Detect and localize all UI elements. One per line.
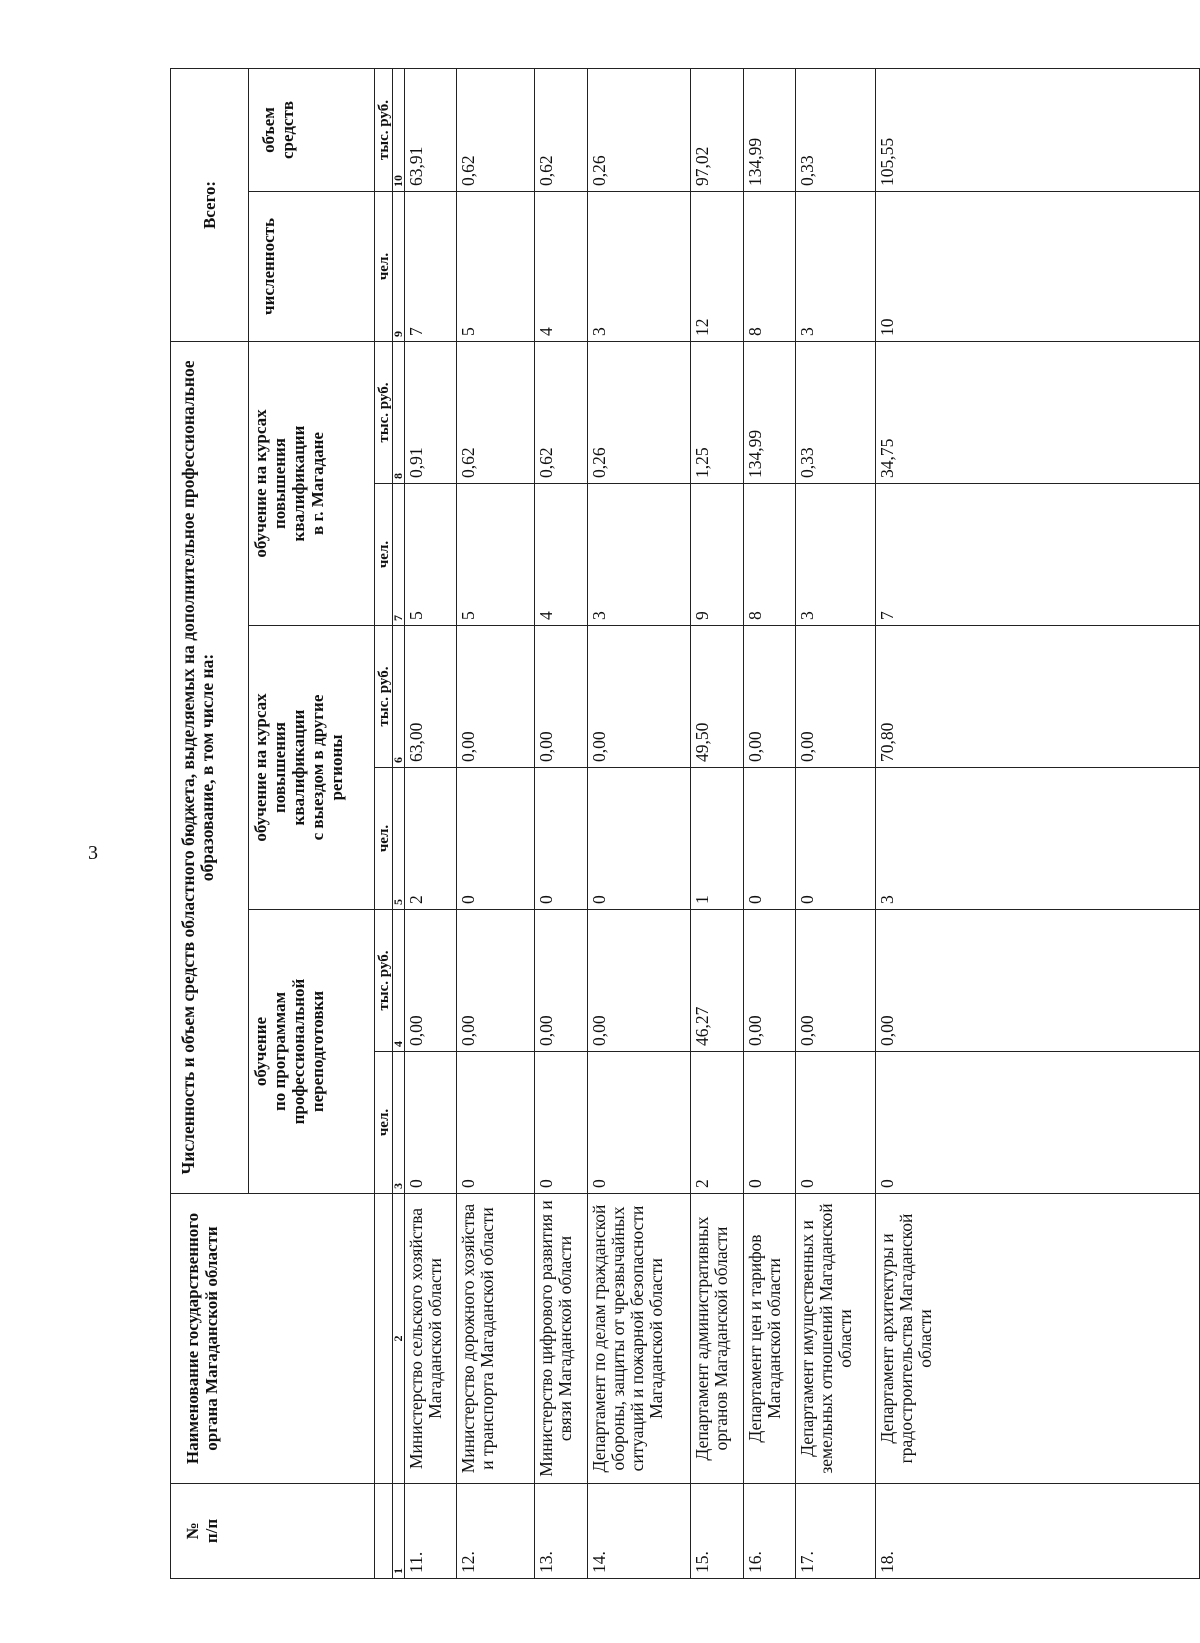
cell-value: 49,50 (691, 626, 744, 768)
cell-value: 9 (691, 484, 744, 626)
unit-money: тыс. руб. (375, 68, 393, 191)
cell-value: 0,62 (457, 342, 535, 484)
table-row (535, 68, 588, 1578)
cell-value: 63,00 (405, 626, 457, 768)
org-name: Департамент имущественных и земельных отношений Магаданской области (796, 1194, 876, 1484)
cell-value: 0 (588, 1052, 691, 1194)
header-sub-prof: обучение по программам профессиональной переподготовки (249, 910, 375, 1194)
cell-value: 0,26 (588, 68, 691, 191)
table-row (588, 68, 691, 1578)
cell-value: 12 (691, 192, 744, 342)
col-number: 8 (393, 342, 405, 484)
page-number: 3 (88, 842, 98, 864)
cell-value: 4 (535, 192, 588, 342)
cell-value: 0,26 (588, 342, 691, 484)
cell-value: 3 (796, 484, 876, 626)
unit-money: тыс. руб. (375, 910, 393, 1052)
unit-empty (375, 1194, 393, 1484)
org-name: Министерство цифрового развития и связи Магаданской области (535, 1194, 588, 1484)
cell-value: 0,00 (457, 910, 535, 1052)
header-group-main: Численность и объем средств областного бюджета, выделяемых на дополнительное профессиональное образование, в том числе на: (171, 342, 249, 1194)
cell-value: 0 (457, 768, 535, 910)
unit-people: чел. (375, 192, 393, 342)
cell-value: 0,91 (405, 342, 457, 484)
cell-value: 0,62 (535, 68, 588, 191)
cell-value: 5 (405, 484, 457, 626)
cell-value: 105,55 (876, 68, 1200, 191)
col-number: 2 (393, 1194, 405, 1484)
cell-value: 3 (588, 484, 691, 626)
org-name: Департамент цен и тарифов Магаданской области (744, 1194, 796, 1484)
row-number: 12. (457, 1484, 535, 1579)
cell-value: 134,99 (744, 342, 796, 484)
cell-value: 0,00 (405, 910, 457, 1052)
cell-value: 0,00 (876, 910, 1200, 1052)
cell-value: 1 (691, 768, 744, 910)
cell-value: 0,62 (535, 342, 588, 484)
cell-value: 0,00 (744, 910, 796, 1052)
org-name: Министерство дорожного хозяйства и транспорта Магаданской области (457, 1194, 535, 1484)
cell-value: 0,00 (744, 626, 796, 768)
unit-people: чел. (375, 484, 393, 626)
table-row (744, 68, 796, 1578)
header-col-no: № п/п (171, 1484, 375, 1579)
col-number: 7 (393, 484, 405, 626)
cell-value: 0,62 (457, 68, 535, 191)
col-number: 6 (393, 626, 405, 768)
cell-value: 5 (457, 484, 535, 626)
cell-value: 0 (876, 1052, 1200, 1194)
cell-value: 8 (744, 484, 796, 626)
header-sub-magadan: обучение на курсах повышения квалификации в г. Магадане (249, 342, 375, 626)
cell-value: 0 (744, 1052, 796, 1194)
row-number: 15. (691, 1484, 744, 1579)
cell-value: 97,02 (691, 68, 744, 191)
unit-money: тыс. руб. (375, 342, 393, 484)
unit-empty (375, 1484, 393, 1579)
cell-value: 0,00 (588, 626, 691, 768)
row-number: 14. (588, 1484, 691, 1579)
cell-value: 0,00 (796, 910, 876, 1052)
cell-value: 0 (535, 1052, 588, 1194)
header-group-total: Всего: (171, 68, 249, 341)
cell-value: 0 (744, 768, 796, 910)
header-sub-count: численность (249, 192, 375, 342)
cell-value: 0,00 (457, 626, 535, 768)
unit-money: тыс. руб. (375, 626, 393, 768)
cell-value: 0,00 (535, 626, 588, 768)
cell-value: 3 (796, 192, 876, 342)
cell-value: 5 (457, 192, 535, 342)
cell-value: 46,27 (691, 910, 744, 1052)
cell-value: 0,00 (535, 910, 588, 1052)
col-number: 5 (393, 768, 405, 910)
cell-value: 8 (744, 192, 796, 342)
cell-value: 2 (405, 768, 457, 910)
row-number: 13. (535, 1484, 588, 1579)
col-number: 10 (393, 68, 405, 191)
cell-value: 0,00 (796, 626, 876, 768)
cell-value: 0,33 (796, 342, 876, 484)
cell-value: 7 (405, 192, 457, 342)
cell-value: 34,75 (876, 342, 1200, 484)
table-row (876, 68, 1200, 1578)
cell-value: 0,33 (796, 68, 876, 191)
cell-value: 0 (588, 768, 691, 910)
cell-value: 2 (691, 1052, 744, 1194)
rotated-table-container (170, 69, 1200, 1579)
cell-value: 3 (588, 192, 691, 342)
org-name: Министерство сельского хозяйства Магаданской области (405, 1194, 457, 1484)
unit-people: чел. (375, 768, 393, 910)
cell-value: 7 (876, 484, 1200, 626)
row-number: 11. (405, 1484, 457, 1579)
col-number: 4 (393, 910, 405, 1052)
cell-value: 63,91 (405, 68, 457, 191)
cell-value: 134,99 (744, 68, 796, 191)
cell-value: 10 (876, 192, 1200, 342)
table-row (457, 68, 535, 1578)
cell-value: 1,25 (691, 342, 744, 484)
cell-value: 0 (405, 1052, 457, 1194)
org-name: Департамент административных органов Магаданской области (691, 1194, 744, 1484)
cell-value: 0 (535, 768, 588, 910)
unit-people: чел. (375, 1052, 393, 1194)
org-name: Департамент архитектуры и градостроительства Магаданской области (876, 1194, 1200, 1484)
cell-value: 4 (535, 484, 588, 626)
cell-value: 0 (457, 1052, 535, 1194)
budget-table (170, 68, 1200, 1579)
col-number: 3 (393, 1052, 405, 1194)
cell-value: 0 (796, 1052, 876, 1194)
cell-value: 0,00 (588, 910, 691, 1052)
header-sub-volume: объем средств (249, 68, 375, 191)
col-number: 1 (393, 1484, 405, 1579)
table-row (796, 68, 876, 1578)
table-row (691, 68, 744, 1578)
row-number: 18. (876, 1484, 1200, 1579)
table-row (405, 68, 457, 1578)
cell-value: 3 (876, 768, 1200, 910)
cell-value: 70,80 (876, 626, 1200, 768)
cell-value: 0 (796, 768, 876, 910)
col-number: 9 (393, 192, 405, 342)
header-sub-other-regions: обучение на курсах повышения квалификации с выездом в другие регионы (249, 626, 375, 910)
org-name: Департамент по делам гражданской обороны, защиты от чрезвычайных ситуаций и пожарной безопасности Магаданской области (588, 1194, 691, 1484)
row-number: 17. (796, 1484, 876, 1579)
header-col-name: Наименование государственного органа Магаданской области (171, 1194, 375, 1484)
row-number: 16. (744, 1484, 796, 1579)
